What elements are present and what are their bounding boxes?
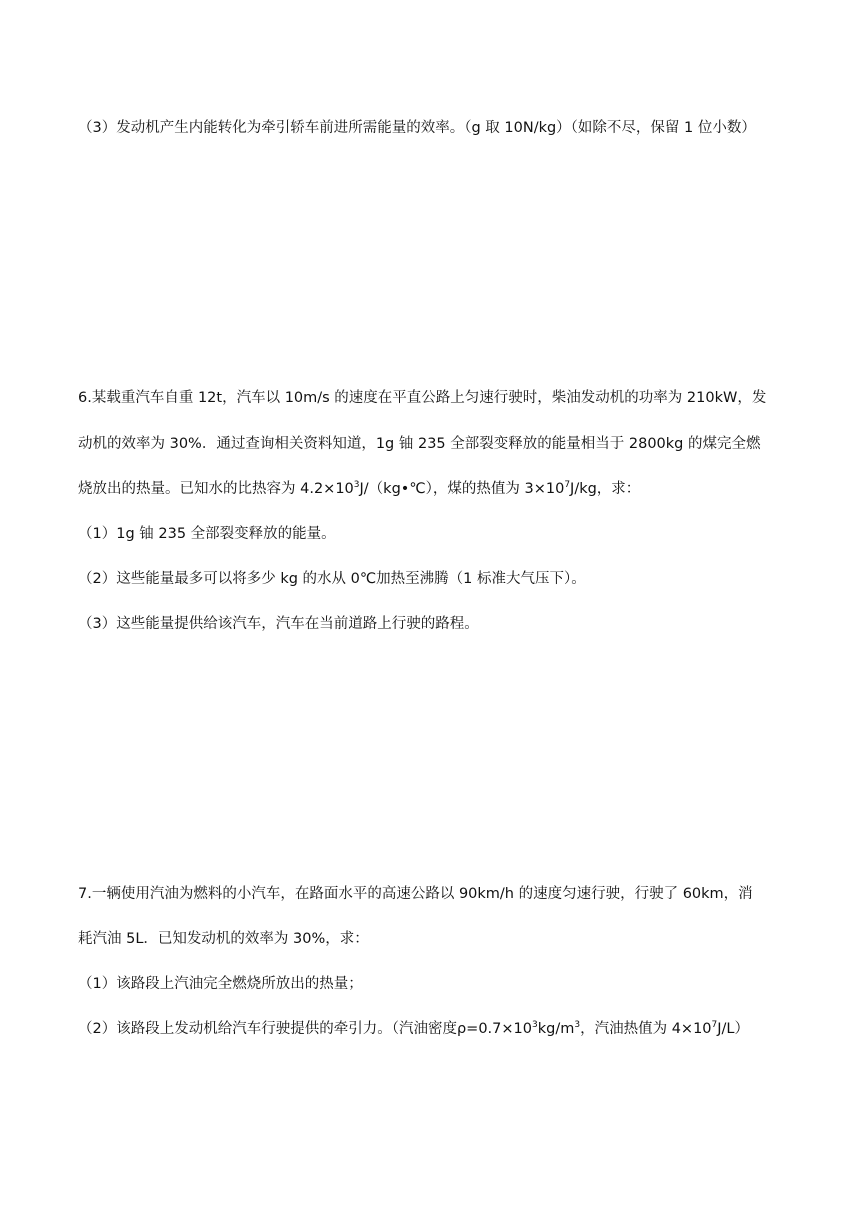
question-6-line-1: 6.某载重汽车自重 12t，汽车以 10m/s 的速度在平直公路上匀速行驶时，柴油发动机的功率为 210kW，发: [78, 390, 767, 406]
question-7-part-1: （1）该路段上汽油完全燃烧所放出的热量；: [78, 976, 363, 992]
q7-part2-text-c: ，汽油热值为 4×10: [580, 1021, 712, 1037]
q6-line3-exponent-1: 3: [353, 480, 360, 490]
question-6-part-1: （1）1g 铀 235 全部裂变释放的能量。: [78, 526, 336, 542]
question-7-line-1: 7.一辆使用汽油为燃料的小汽车，在路面水平的高速公路以 90km/h 的速度匀速行驶，行驶了 60km，消: [78, 886, 753, 902]
q7-part2-exponent-2: 3: [574, 1020, 581, 1030]
q6-line3-text-c: J/kg，求：: [570, 481, 641, 497]
question-6-line-3: [78, 479, 790, 499]
question-6-line-2: 动机的效率为 30%．通过查询相关资料知道，1g 铀 235 全部裂变释放的能量相当于 2800kg 的煤完全燃: [78, 436, 761, 452]
q6-line3-text-b: J/（kg•℃），煤的热值为 3×10: [359, 481, 565, 497]
question-5-part-3: （3）发动机产生内能转化为牵引轿车前进所需能量的效率。（g 取 10N/kg）（如除不尽，保留 1 位小数）: [78, 120, 756, 136]
q7-part2-exponent-1: 3: [532, 1020, 538, 1030]
q6-line3-exponent-2: 7: [564, 480, 571, 490]
question-6-part-3: （3）这些能量提供给该汽车，汽车在当前道路上行驶的路程。: [78, 616, 479, 632]
question-7-line-2: 耗汽油 5L．已知发动机的效率为 30%，求：: [78, 931, 369, 947]
q7-part2-text-d: J/L）: [717, 1021, 750, 1037]
q7-part2-text-a: （2）该路段上发动机给汽车行驶提供的牵引力。（汽油密度ρ=0.7×10: [78, 1021, 532, 1037]
question-6-part-2: （2）这些能量最多可以将多少 kg 的水从 0℃加热至沸腾（1 标准大气压下）。: [78, 571, 586, 587]
question-7-part-2: [78, 1019, 790, 1039]
q6-line3-text-a: 烧放出的热量。已知水的比热容为 4.2×10: [78, 481, 354, 497]
q7-part2-text-b: kg/m: [537, 1021, 575, 1037]
q7-part2-exponent-3: 7: [711, 1020, 718, 1030]
